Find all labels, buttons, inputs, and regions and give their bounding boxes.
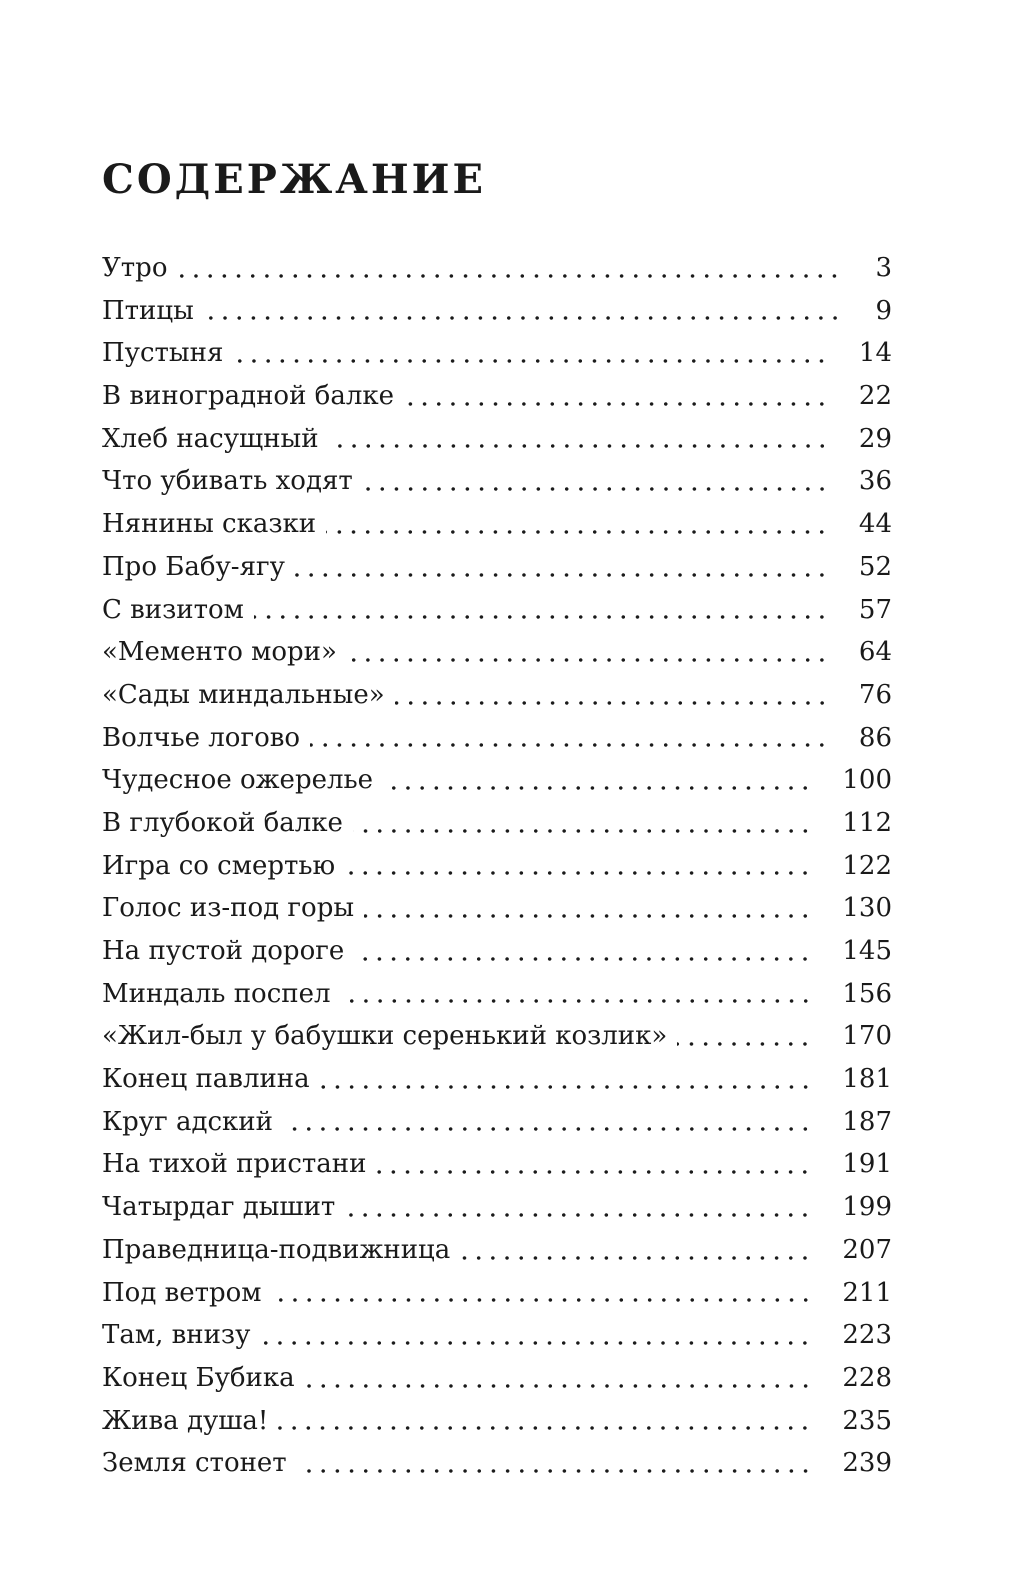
toc-entry[interactable] bbox=[102, 802, 892, 845]
toc-page-number: 170 bbox=[842, 1021, 892, 1052]
dot-leader bbox=[354, 956, 812, 962]
dot-leader bbox=[395, 700, 829, 706]
toc-entry[interactable] bbox=[102, 247, 892, 290]
dot-leader bbox=[272, 1297, 813, 1303]
toc-page-number: 57 bbox=[858, 594, 892, 625]
toc-entry[interactable] bbox=[102, 631, 892, 674]
dot-leader bbox=[329, 443, 829, 449]
toc-page-number: 181 bbox=[842, 1064, 892, 1095]
toc-page-number: 3 bbox=[875, 253, 892, 283]
toc-entry-title: В виноградной балке bbox=[102, 381, 394, 412]
dot-leader bbox=[233, 358, 829, 364]
toc-page-number: 211 bbox=[842, 1277, 892, 1308]
toc-entry[interactable] bbox=[102, 1058, 892, 1101]
toc-entry-title: На тихой пристани bbox=[102, 1149, 367, 1180]
toc-entry[interactable] bbox=[102, 290, 892, 333]
toc-entry[interactable] bbox=[102, 1101, 892, 1144]
toc-entry[interactable] bbox=[102, 1272, 892, 1315]
toc-entry-title: Конец Бубика bbox=[102, 1362, 295, 1393]
toc-entry-title: На пустой дороге bbox=[102, 936, 345, 966]
toc-entry-title: Под ветром bbox=[102, 1277, 262, 1308]
dot-leader bbox=[460, 1255, 812, 1261]
dot-leader bbox=[320, 1084, 813, 1090]
toc-entry-title: Игра со смертью bbox=[102, 850, 336, 881]
toc-page-number: 207 bbox=[842, 1234, 892, 1265]
toc-entry[interactable] bbox=[102, 589, 892, 632]
toc-page-number: 44 bbox=[858, 509, 892, 540]
dot-leader bbox=[376, 1169, 812, 1175]
dot-leader bbox=[297, 1468, 813, 1474]
toc-entry[interactable] bbox=[102, 1015, 892, 1058]
toc-entry[interactable] bbox=[102, 460, 892, 503]
toc-page-number: 235 bbox=[842, 1405, 892, 1436]
toc-entry[interactable] bbox=[102, 375, 892, 418]
toc-page-number: 64 bbox=[858, 637, 892, 668]
toc-page-number: 22 bbox=[858, 381, 892, 412]
toc-page-number: 223 bbox=[842, 1320, 892, 1351]
toc-entry[interactable] bbox=[102, 1400, 892, 1443]
toc-page-number: 199 bbox=[842, 1192, 892, 1223]
toc-entry-title: Чатырдаг дышит bbox=[102, 1192, 336, 1223]
dot-leader bbox=[345, 1212, 812, 1218]
dot-leader bbox=[254, 614, 829, 620]
toc-entry[interactable] bbox=[102, 674, 892, 717]
dot-leader bbox=[177, 273, 842, 279]
toc-page-number: 52 bbox=[858, 551, 892, 582]
dot-leader bbox=[341, 998, 813, 1004]
toc-entry[interactable] bbox=[102, 887, 892, 930]
dot-leader bbox=[326, 529, 829, 535]
toc-entry-title: Про Бабу-ягу bbox=[102, 551, 285, 582]
toc-entry[interactable] bbox=[102, 717, 892, 760]
toc-entry-title: Птицы bbox=[102, 295, 194, 326]
toc-entry[interactable] bbox=[102, 503, 892, 546]
toc-entry[interactable] bbox=[102, 1314, 892, 1357]
dot-leader bbox=[677, 1041, 812, 1047]
toc-page-number: 86 bbox=[858, 722, 892, 753]
toc-entry-title: Хлеб насущный bbox=[102, 423, 319, 454]
toc-entry[interactable] bbox=[102, 759, 892, 802]
toc-entry-title: «Сады миндальные» bbox=[102, 679, 385, 710]
page-title: СОДЕРЖАНИЕ bbox=[102, 156, 486, 203]
toc-entry-title: В глубокой балке bbox=[102, 807, 343, 838]
dot-leader bbox=[278, 1425, 812, 1431]
toc-entry[interactable] bbox=[102, 930, 892, 973]
toc-entry[interactable] bbox=[102, 1357, 892, 1400]
toc-page-number: 14 bbox=[858, 338, 892, 369]
toc-page-number: 36 bbox=[858, 466, 892, 497]
table-of-contents bbox=[102, 247, 892, 1485]
dot-leader bbox=[364, 913, 812, 919]
toc-entry-title: «Мементо мори» bbox=[102, 637, 337, 668]
toc-entry-title: Нянины сказки bbox=[102, 509, 317, 540]
toc-entry[interactable] bbox=[102, 1186, 892, 1229]
toc-entry[interactable] bbox=[102, 418, 892, 461]
toc-page-number: 100 bbox=[842, 765, 892, 796]
toc-page-number: 191 bbox=[842, 1149, 892, 1180]
dot-leader bbox=[305, 1383, 813, 1389]
dot-leader bbox=[204, 315, 842, 321]
dot-leader bbox=[345, 870, 812, 876]
dot-leader bbox=[353, 828, 812, 834]
toc-page-number: 76 bbox=[858, 679, 892, 710]
toc-entry[interactable] bbox=[102, 546, 892, 589]
toc-entry-title: «Жил-был у бабушки серенький козлик» bbox=[102, 1021, 668, 1052]
toc-page-number: 145 bbox=[842, 936, 892, 966]
toc-entry-title: Миндаль поспел bbox=[102, 978, 331, 1009]
dot-leader bbox=[404, 401, 829, 407]
toc-entry[interactable] bbox=[102, 1143, 892, 1186]
toc-entry-title: Что убивать ходят bbox=[102, 466, 353, 497]
toc-page-number: 9 bbox=[875, 295, 892, 326]
toc-page-number: 239 bbox=[842, 1448, 892, 1479]
toc-entry-title: Жива душа! bbox=[102, 1405, 269, 1436]
toc-entry-title: Чудесное ожерелье bbox=[102, 765, 374, 796]
toc-entry[interactable] bbox=[102, 973, 892, 1016]
toc-entry-title: Там, внизу bbox=[102, 1320, 251, 1351]
toc-page-number: 122 bbox=[842, 850, 892, 881]
toc-entry[interactable] bbox=[102, 1229, 892, 1272]
toc-page-number: 112 bbox=[842, 807, 892, 838]
toc-entry-title: Пустыня bbox=[102, 338, 224, 369]
toc-page-number: 29 bbox=[858, 423, 892, 454]
dot-leader bbox=[283, 1126, 812, 1132]
toc-entry-title: Праведница-подвижница bbox=[102, 1234, 451, 1265]
toc-page-number: 228 bbox=[842, 1362, 892, 1393]
toc-entry-title: Земля стонет bbox=[102, 1448, 287, 1479]
toc-entry-title: Утро bbox=[102, 253, 168, 283]
toc-entry-title: Волчье логово bbox=[102, 722, 301, 753]
dot-leader bbox=[310, 742, 829, 748]
toc-page-number: 130 bbox=[842, 893, 892, 924]
dot-leader bbox=[347, 657, 829, 663]
dot-leader bbox=[383, 785, 812, 791]
toc-page-number: 187 bbox=[842, 1106, 892, 1137]
toc-page-number: 156 bbox=[842, 978, 892, 1009]
toc-entry-title: С визитом bbox=[102, 594, 244, 625]
dot-leader bbox=[260, 1340, 812, 1346]
toc-entry-title: Конец павлина bbox=[102, 1064, 310, 1095]
toc-entry-title: Голос из-под горы bbox=[102, 893, 355, 924]
toc-entry[interactable] bbox=[102, 1442, 892, 1485]
toc-entry[interactable] bbox=[102, 332, 892, 375]
dot-leader bbox=[363, 486, 829, 492]
toc-entry[interactable] bbox=[102, 845, 892, 888]
toc-entry-title: Круг адский bbox=[102, 1106, 273, 1137]
dot-leader bbox=[295, 572, 829, 578]
